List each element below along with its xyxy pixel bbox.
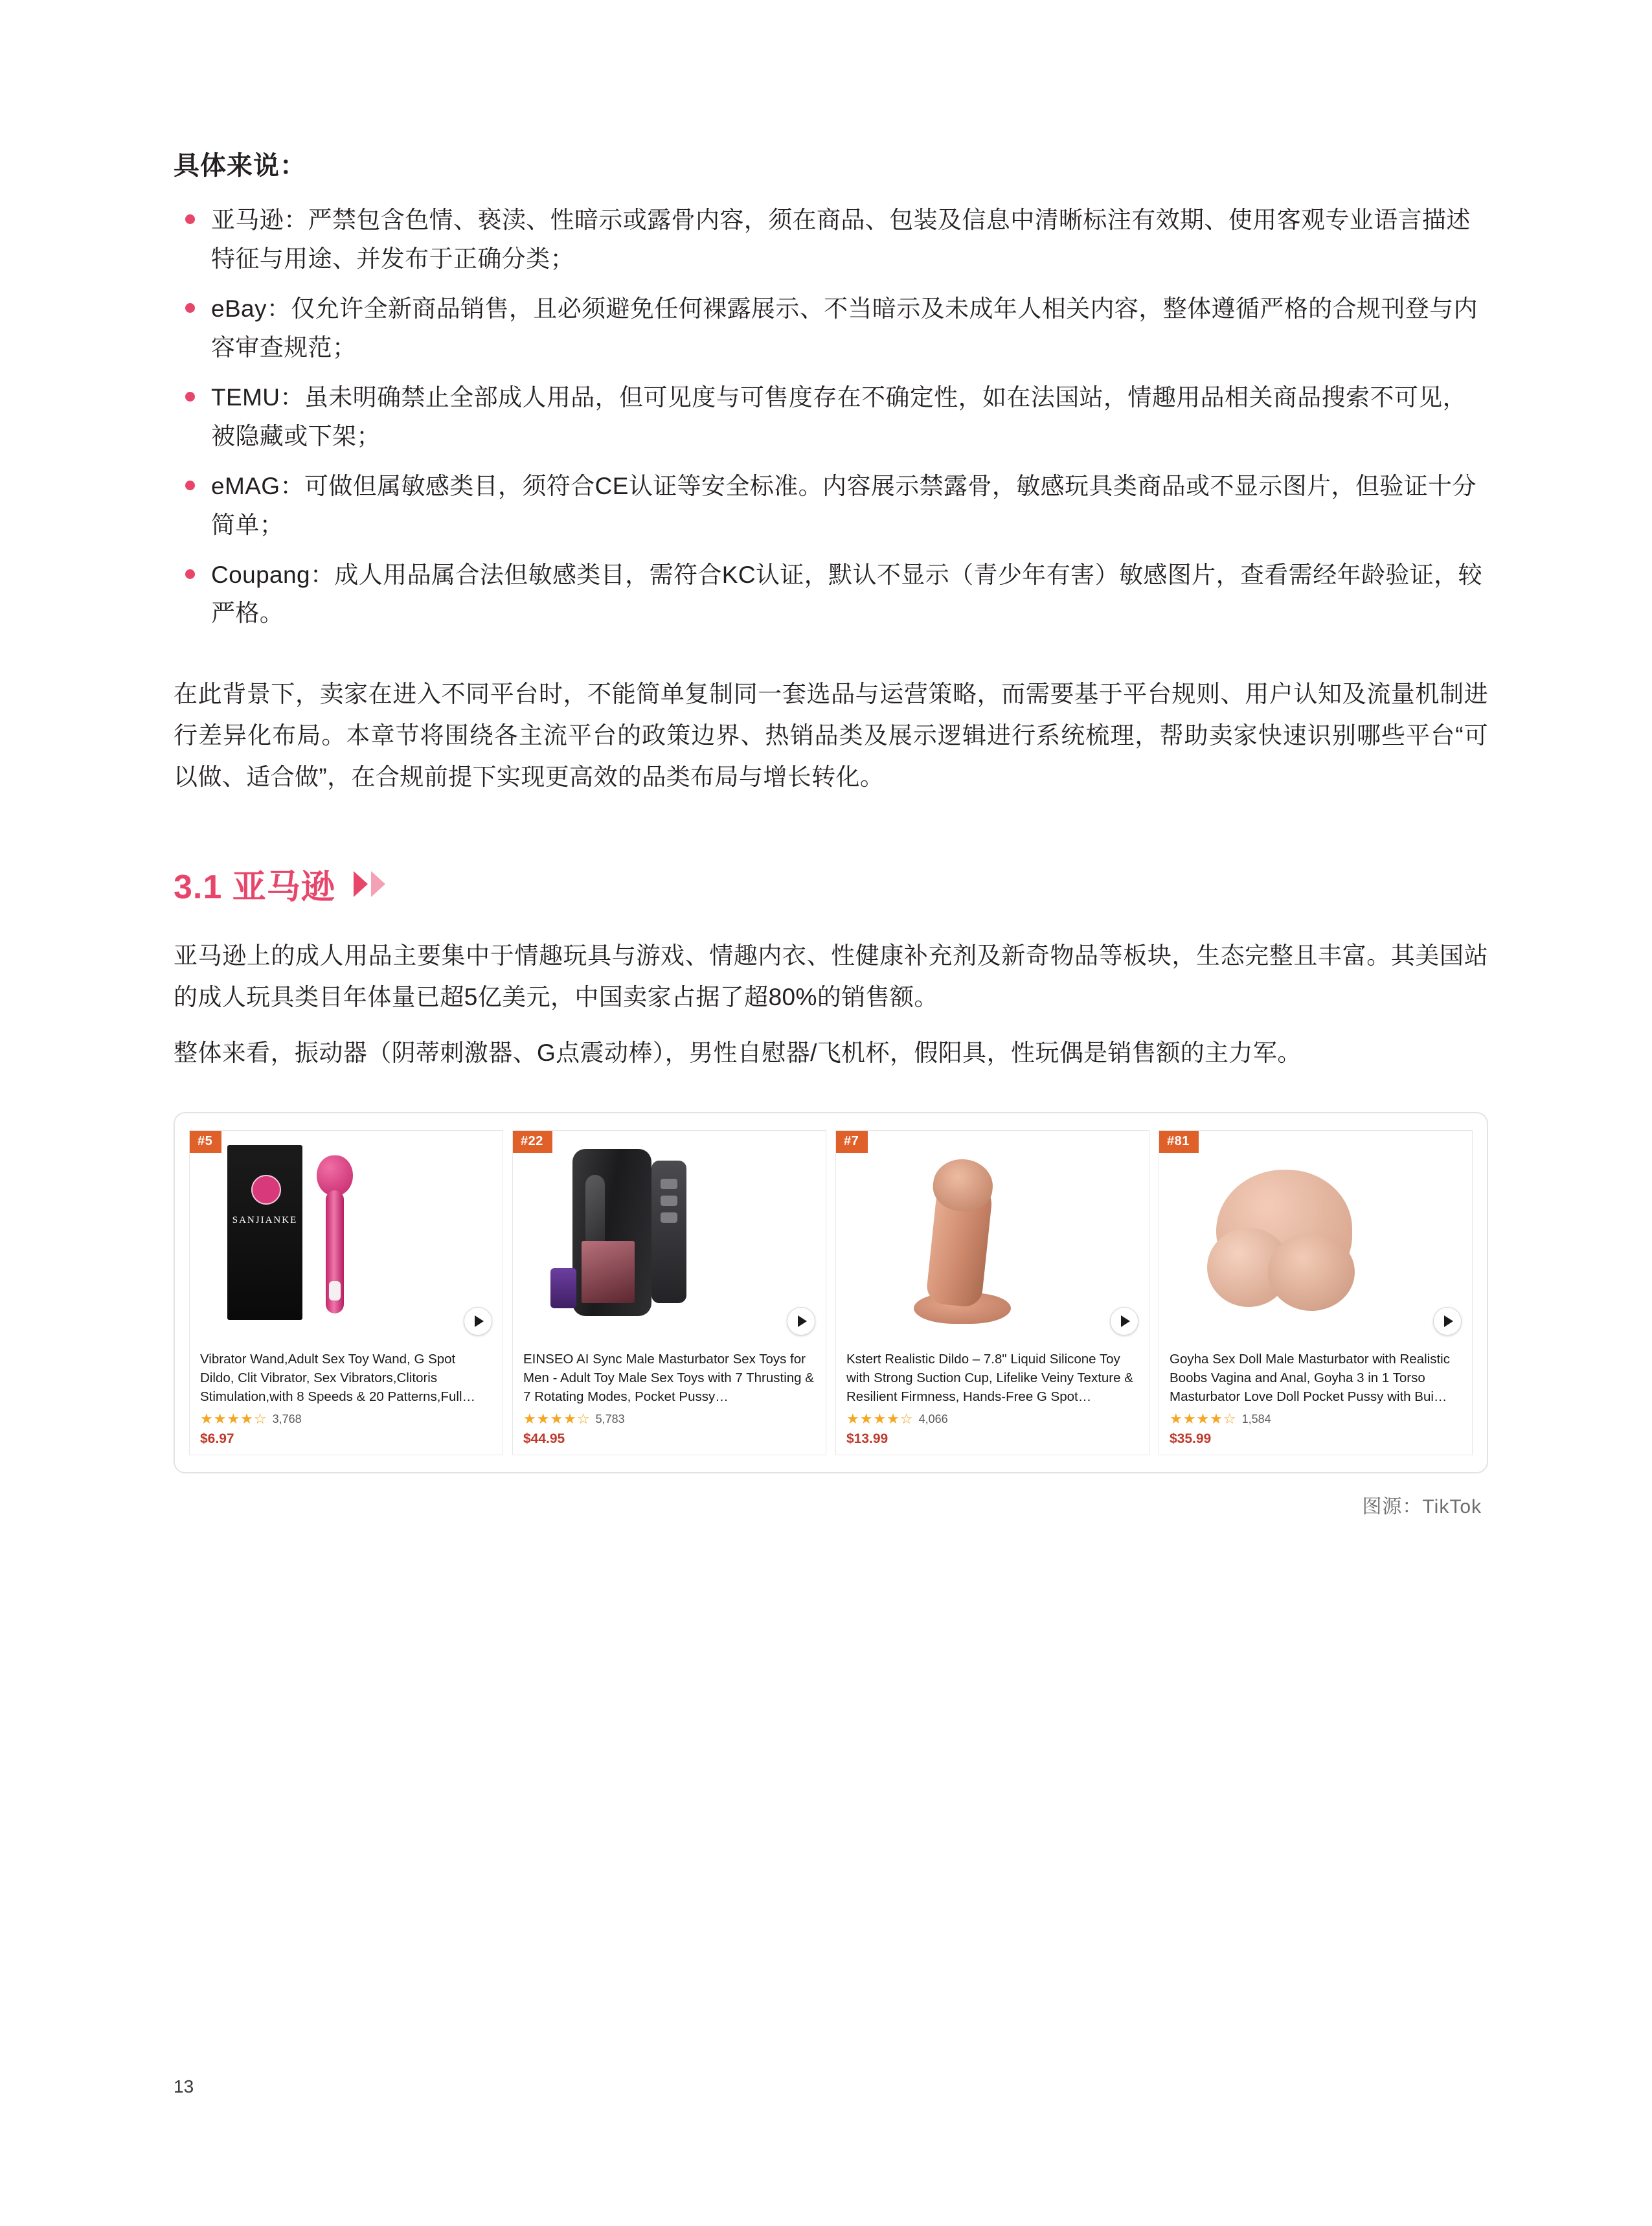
intro-heading: 具体来说： — [174, 152, 306, 180]
bullet-dot-icon — [185, 569, 195, 579]
product-card[interactable] — [512, 1130, 826, 1455]
device-controller — [651, 1161, 686, 1303]
review-count: 4,066 — [918, 1412, 948, 1425]
product-illustration-masturbator — [513, 1131, 826, 1345]
list-item — [174, 556, 1488, 633]
page-content — [174, 148, 1488, 1519]
list-item-text: 亚马逊：严禁包含色情、亵渎、性暗示或露骨内容，须在商品、包装及信息中清晰标注有效期、使用客观专业语言描述特征与用途、并发布于正确分类； — [211, 207, 1471, 272]
product-info — [1159, 1345, 1472, 1447]
wand-head — [317, 1155, 353, 1196]
image-source-caption: 图源：TikTok — [1362, 1496, 1482, 1518]
product-title: EINSEO AI Sync Male Masturbator Sex Toys for Men - Adult Toy Male Sex Toys with 7 Thrusting & 7 Rotating Modes, Pocket Pussy… — [523, 1352, 814, 1405]
product-image — [836, 1131, 1149, 1345]
product-illustration-dildo — [836, 1131, 1149, 1345]
product-price: $44.95 — [523, 1431, 565, 1447]
product-title: Kstert Realistic Dildo – 7.8" Liquid Silicone Toy with Strong Suction Cup, Lifelike Veiny Texture & Resilient Firmness, Hands-Free G Spot… — [846, 1352, 1133, 1405]
double-arrow-icon — [354, 871, 385, 897]
product-info — [836, 1345, 1149, 1447]
review-count: 3,768 — [272, 1412, 302, 1425]
accessory-item — [550, 1268, 576, 1308]
torso-lobe-right — [1268, 1233, 1355, 1311]
product-card[interactable] — [835, 1130, 1149, 1455]
device-button — [661, 1179, 677, 1189]
device-button — [661, 1212, 677, 1223]
spacer — [174, 644, 1488, 674]
product-illustration-wand — [190, 1131, 503, 1345]
product-price: $35.99 — [1170, 1431, 1212, 1447]
bullet-dot-icon — [185, 481, 195, 490]
product-image — [190, 1131, 503, 1345]
product-showcase-panel — [174, 1112, 1488, 1473]
product-card[interactable] — [189, 1130, 503, 1455]
star-rating-icon: ★★★★☆ — [846, 1411, 914, 1427]
package-photo — [582, 1241, 635, 1303]
product-info — [513, 1345, 826, 1447]
play-button-icon[interactable] — [787, 1307, 815, 1335]
product-rating — [1170, 1412, 1462, 1426]
section-paragraph-2: 整体来看，振动器（阴蒂刺激器、G点震动棒），男性自慰器/飞机杯，假阳具，性玩偶是销售额的主力军。 — [174, 1039, 1302, 1066]
play-button-icon[interactable] — [1110, 1307, 1138, 1335]
product-rating — [200, 1412, 492, 1426]
review-count: 5,783 — [595, 1412, 625, 1425]
list-item — [174, 290, 1488, 367]
list-item-text: Coupang：成人用品属合法但敏感类目，需符合KC认证，默认不显示（青少年有害）敏感图片，查看需经年龄验证，较严格。 — [211, 561, 1482, 627]
section-title: 3.1 亚马逊 — [174, 869, 335, 907]
product-image — [513, 1131, 826, 1345]
product-title: Goyha Sex Doll Male Masturbator with Realistic Boobs Vagina and Anal, Goyha 3 in 1 Torso Masturbator Love Doll Pocket Pussy with Bui… — [1170, 1352, 1450, 1405]
list-item — [174, 201, 1488, 278]
star-rating-icon: ★★★★☆ — [523, 1411, 591, 1427]
bullet-dot-icon — [185, 214, 195, 224]
rank-badge: #7 — [836, 1131, 868, 1153]
review-count: 1,584 — [1241, 1412, 1271, 1425]
device-button — [661, 1196, 677, 1206]
product-illustration-torso — [1159, 1131, 1472, 1345]
bullet-dot-icon — [185, 303, 195, 313]
product-image — [1159, 1131, 1472, 1345]
box-logo-icon — [251, 1175, 281, 1205]
page-number: 13 — [174, 2076, 194, 2096]
triangle-right-icon-light — [371, 871, 385, 897]
section-paragraph-1: 亚马逊上的成人用品主要集中于情趣玩具与游戏、情趣内衣、性健康补充剂及新奇物品等板块，生态完整且丰富。其美国站的成人玩具类目年体量已超5亿美元，中国卖家占据了超80%的销售额。 — [174, 942, 1488, 1010]
play-button-icon[interactable] — [464, 1307, 492, 1335]
play-button-icon[interactable] — [1433, 1307, 1462, 1335]
product-card[interactable] — [1159, 1130, 1473, 1455]
product-price: $13.99 — [846, 1431, 888, 1447]
star-rating-icon: ★★★★☆ — [200, 1411, 267, 1427]
product-rating — [523, 1412, 815, 1426]
section-heading — [174, 859, 1488, 908]
product-card-list — [189, 1130, 1473, 1455]
triangle-right-icon — [354, 871, 368, 897]
star-rating-icon: ★★★★☆ — [1170, 1411, 1237, 1427]
bullet-dot-icon — [185, 392, 195, 402]
list-item-text: eBay：仅允许全新商品销售，且必须避免任何裸露展示、不当暗示及未成年人相关内容，整体遵循严格的合规刊登与内容审查规范； — [211, 295, 1478, 361]
product-box — [227, 1145, 302, 1320]
list-item-text: eMAG：可做但属敏感类目，须符合CE认证等安全标准。内容展示禁露骨，敏感玩具类商品或不显示图片，但验证十分简单； — [211, 472, 1477, 538]
box-brand-text: SANJIANKE — [232, 1215, 298, 1226]
rank-badge: #22 — [513, 1131, 552, 1153]
platform-rules-list — [174, 201, 1488, 633]
product-rating — [846, 1412, 1138, 1426]
intro-paragraph: 在此背景下，卖家在进入不同平台时，不能简单复制同一套选品与运营策略，而需要基于平台规则、用户认知及流量机制进行差异化布局。本章节将围绕各主流平台的政策边界、热销品类及展示逻辑进行系统梳理，帮助卖家快速识别哪些平台“可以做、适合做”，在合规前提下实现更高效的品类布局与增长转化。 — [174, 681, 1488, 790]
product-price: $6.97 — [200, 1431, 234, 1447]
rank-badge: #5 — [190, 1131, 221, 1153]
wand-button — [329, 1281, 341, 1300]
rank-badge: #81 — [1159, 1131, 1199, 1153]
product-info — [190, 1345, 503, 1447]
list-item — [174, 378, 1488, 456]
product-title: Vibrator Wand,Adult Sex Toy Wand, G Spot Dildo, Clit Vibrator, Sex Vibrators,Clitoris Stimulation,with 8 Speeds & 20 Patterns,Full… — [200, 1352, 476, 1405]
list-item — [174, 467, 1488, 545]
list-item-text: TEMU：虽未明确禁止全部成人用品，但可见度与可售度存在不确定性，如在法国站，情趣用品相关商品搜索不可见，被隐藏或下架； — [211, 383, 1467, 449]
